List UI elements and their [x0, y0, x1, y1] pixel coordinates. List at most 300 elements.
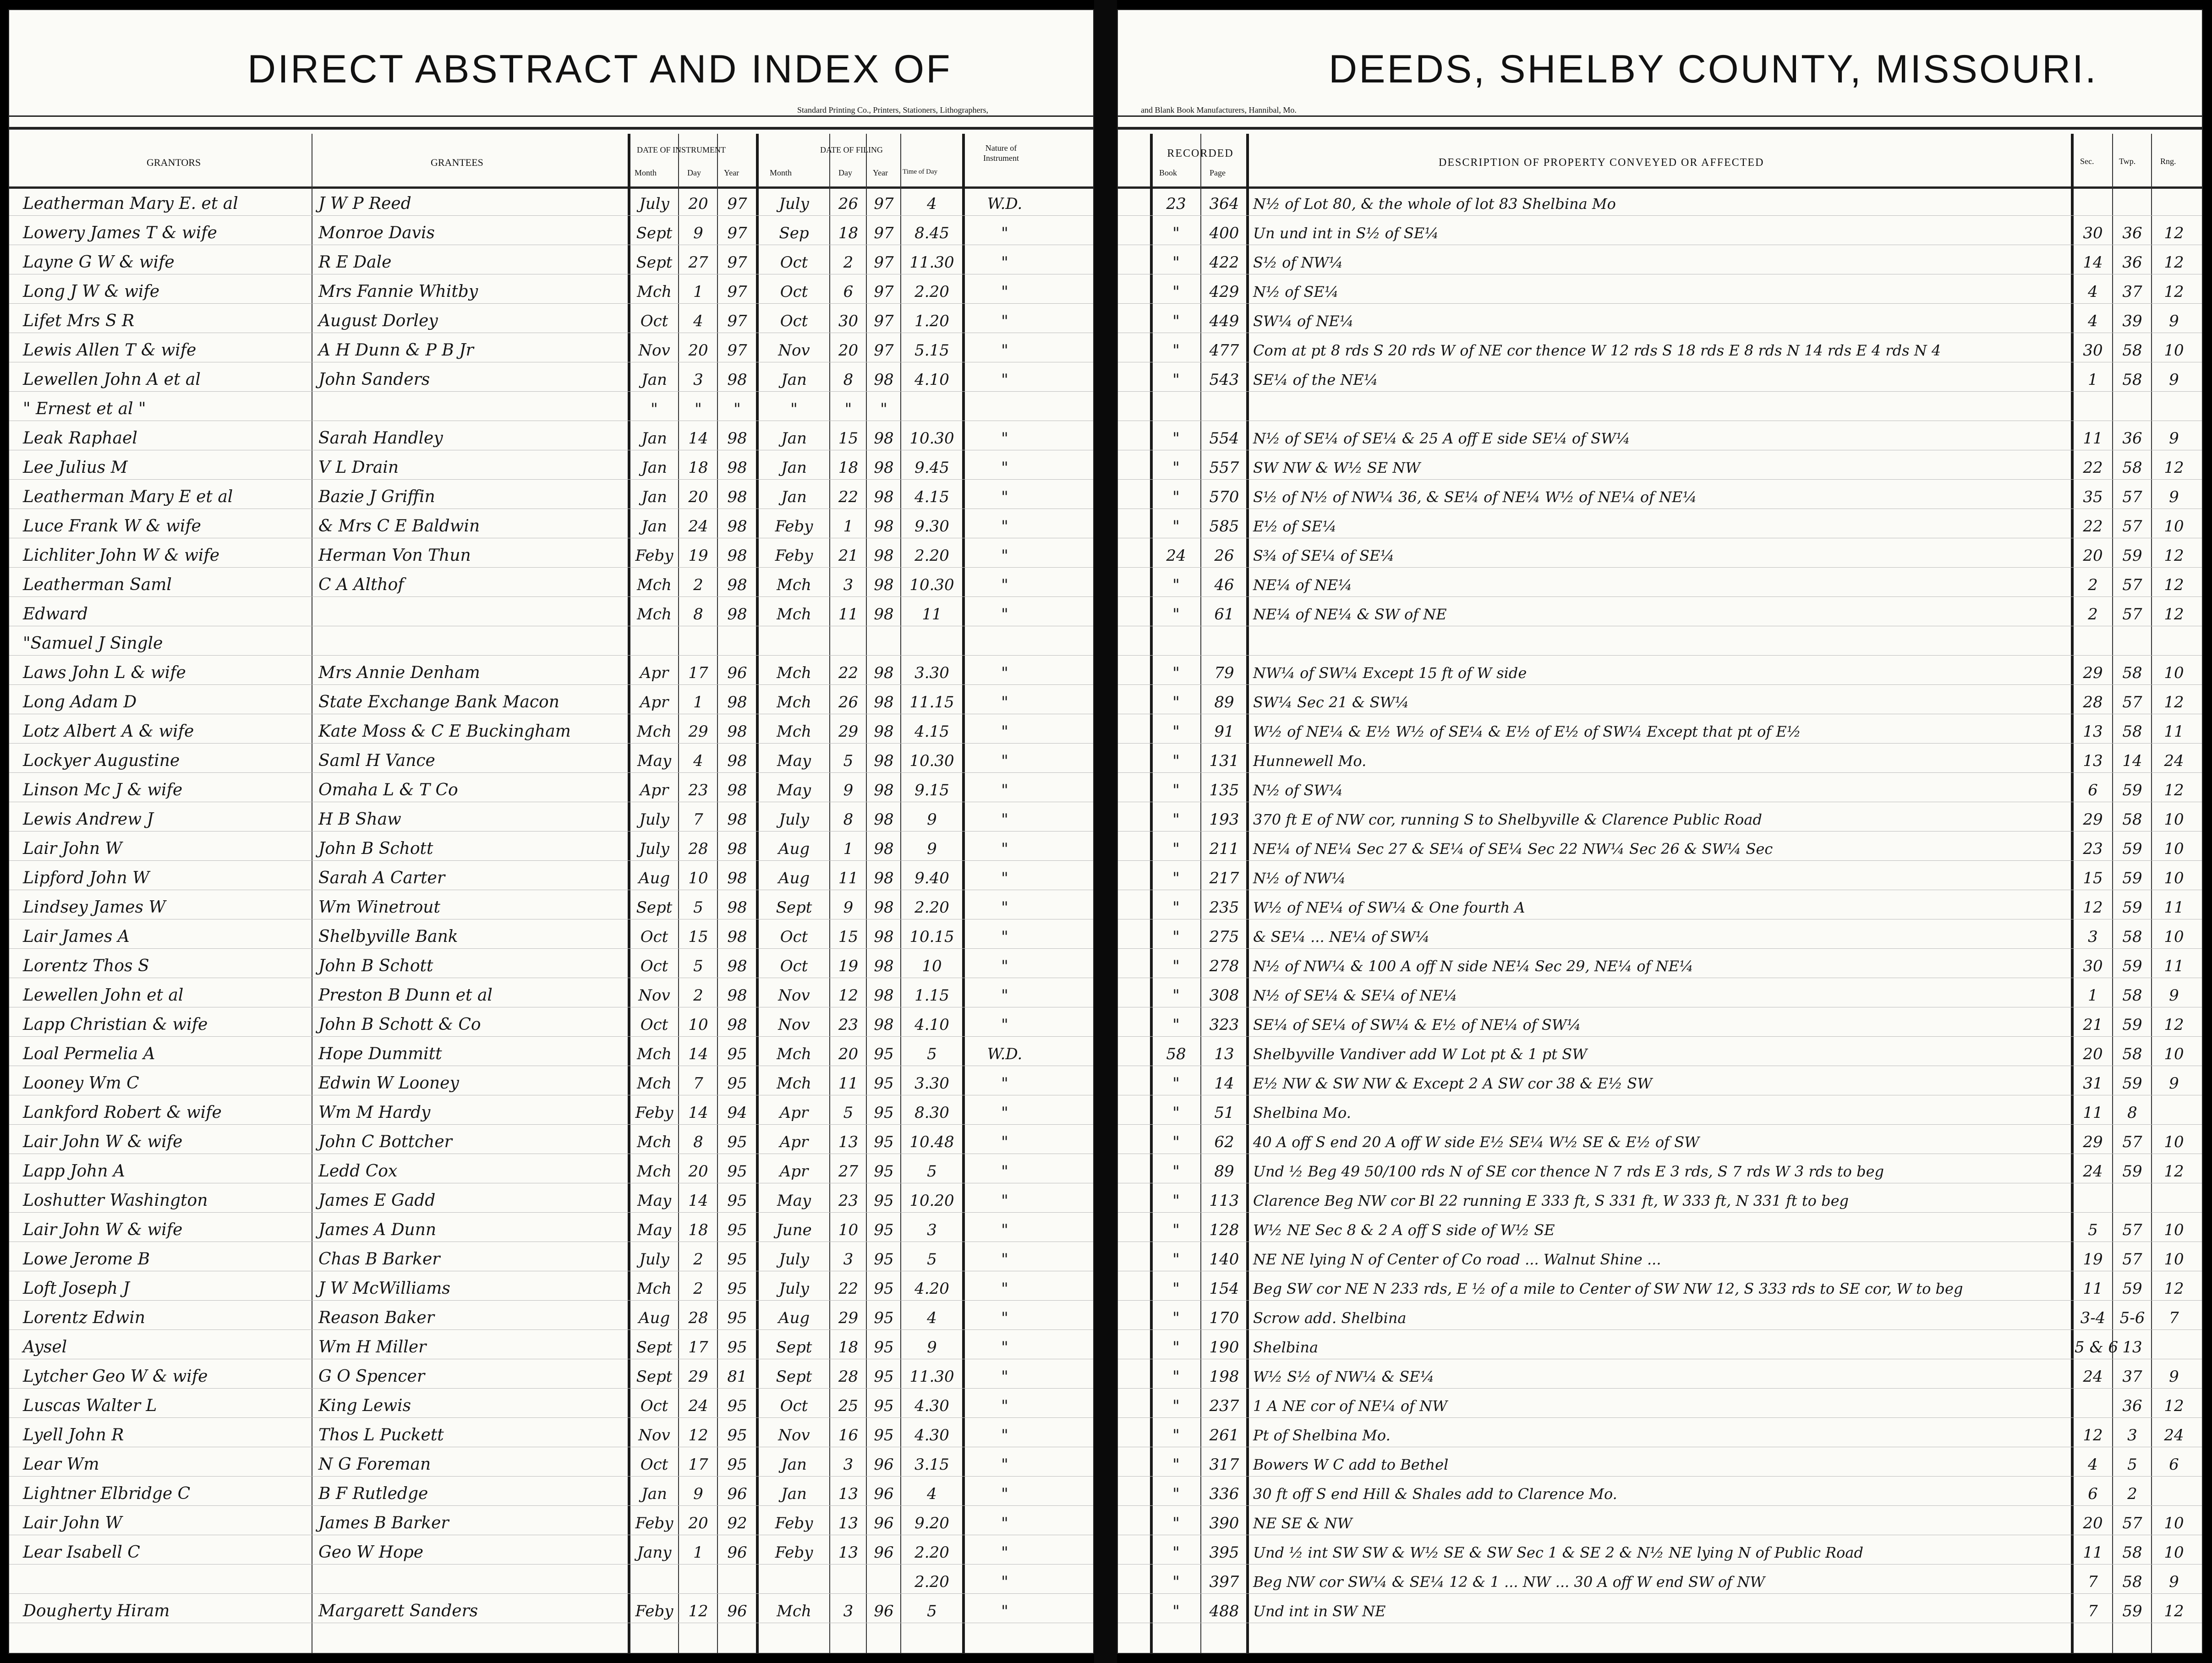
rng-cell: 10	[2164, 869, 2184, 887]
instrument-day-cell: 7	[693, 810, 703, 829]
ledger-row	[9, 924, 1093, 949]
instrument-year-cell: 98	[727, 605, 747, 624]
twp-cell: 58	[2122, 1045, 2142, 1063]
instrument-year-cell: 97	[727, 341, 747, 360]
filing-day-cell: 3	[843, 1455, 854, 1474]
filing-month-cell: Jan	[781, 371, 807, 389]
instrument-year-cell: 95	[727, 1250, 747, 1269]
time-of-day-cell: 5	[927, 1250, 937, 1269]
sec-cell: 13	[2083, 752, 2103, 770]
filing-year-cell: 95	[874, 1338, 894, 1357]
grantee-cell: King Lewis	[318, 1396, 411, 1415]
sec-cell: 3-4	[2080, 1309, 2106, 1327]
filing-month-cell: Aug	[778, 840, 810, 858]
instrument-month-cell: Nov	[638, 986, 670, 1005]
filing-year-cell: 97	[874, 283, 894, 301]
filing-month-cell: Sep	[779, 224, 809, 242]
nature-cell: "	[1001, 1368, 1008, 1386]
date-of-filing-header: DATE OF FILING	[820, 145, 883, 154]
filing-day-cell: 25	[838, 1397, 859, 1415]
sec-cell: 15	[2083, 869, 2103, 887]
instrument-day-cell: 9	[693, 1485, 703, 1503]
instrument-year-cell: 98	[727, 752, 747, 770]
ledger-row	[9, 1510, 1093, 1535]
description-cell: Shelbina Mo.	[1253, 1104, 1351, 1121]
nature-cell: "	[1001, 488, 1008, 506]
instrument-day-cell: 29	[688, 722, 708, 741]
book-cell: "	[1172, 1602, 1180, 1620]
instrument-year-cell: 95	[727, 1045, 747, 1063]
book-cell: "	[1172, 283, 1180, 301]
instrument-day-cell: 2	[693, 1280, 703, 1298]
page-cell: 140	[1209, 1250, 1239, 1269]
filing-month-cell: Jan	[781, 1455, 807, 1474]
nature-cell: "	[1001, 810, 1008, 829]
filing-month-cell: Oct	[780, 1397, 808, 1415]
filing-month-cell: July	[779, 195, 809, 213]
ledger-row	[1118, 719, 2202, 744]
instrument-year-cell: 95	[727, 1074, 747, 1093]
ledger-row	[1118, 1188, 2202, 1213]
rng-cell: 10	[2164, 1250, 2184, 1269]
instrument-day-cell: 19	[688, 547, 708, 565]
grantor-cell: Lair John W	[23, 1514, 122, 1532]
description-cell: NE¼ of NE¼ Sec 27 & SE¼ of SE¼ Sec 22 NW¼ Sec 26 & SW¼ Sec	[1253, 840, 1773, 858]
instrument-year-cell: 98	[727, 810, 747, 829]
filing-month-cell: Mch	[777, 576, 811, 594]
filing-day-cell: 13	[838, 1543, 859, 1562]
grantee-cell: Wm H Miller	[318, 1338, 427, 1357]
twp-cell: 58	[2122, 1543, 2142, 1562]
description-cell: Beg NW cor SW¼ & SE¼ 12 & 1 ... NW ... 30 A off W end SW of NW	[1253, 1573, 1765, 1591]
grantee-cell: James A Dunn	[318, 1220, 437, 1239]
left-page-title: DIRECT ABSTRACT AND INDEX OF	[247, 47, 952, 91]
description-cell: 40 A off S end 20 A off W side E½ SE¼ W½ SE & E½ of SW	[1253, 1133, 1700, 1151]
ledger-row	[9, 396, 1093, 421]
instrument-month-cell: Mch	[637, 605, 672, 624]
nature-cell: "	[1001, 1221, 1008, 1239]
instrument-month-cell: Aug	[638, 869, 670, 887]
twp-cell: 59	[2122, 547, 2142, 565]
grantor-cell: Leatherman Mary E et al	[23, 487, 233, 506]
sec-cell: 22	[2083, 459, 2103, 477]
filing-month-cell: Oct	[780, 283, 808, 301]
grantee-cell: John B Schott	[318, 839, 433, 858]
filing-year-cell: 95	[874, 1280, 894, 1298]
rng-cell: 12	[2164, 283, 2184, 301]
description-cell: W½ NE Sec 8 & 2 A off S side of W½ SE	[1253, 1221, 1555, 1239]
grantee-cell: Kate Moss & C E Buckingham	[318, 722, 571, 741]
ledger-row	[1118, 631, 2202, 656]
time-of-day-cell: 4	[927, 1309, 937, 1327]
instrument-year-cell: 95	[727, 1133, 747, 1151]
book-cell: "	[1172, 1455, 1180, 1474]
instrument-day-cell: "	[695, 400, 702, 418]
grantor-cell: Long Adam D	[23, 693, 137, 711]
filing-day-cell: 23	[838, 1192, 859, 1210]
grantee-cell: Hope Dummitt	[318, 1045, 442, 1063]
ledger-row	[1118, 1540, 2202, 1565]
instrument-year-cell: 98	[727, 781, 747, 799]
page-cell: 278	[1209, 957, 1239, 975]
page-cell: 395	[1209, 1543, 1239, 1562]
ledger-row	[1118, 807, 2202, 832]
nature-cell: "	[1001, 459, 1008, 477]
date-of-instrument-header: DATE OF INSTRUMENT	[637, 145, 726, 154]
grantee-cell: Chas B Barker	[318, 1250, 440, 1269]
grantee-cell: Geo W Hope	[318, 1543, 424, 1562]
page-cell: 193	[1209, 810, 1239, 829]
filing-year-cell: 98	[874, 869, 894, 887]
sec-cell: 28	[2083, 693, 2103, 711]
description-cell: NE¼ of NE¼ & SW of NE	[1253, 606, 1447, 623]
filing-month-cell: Oct	[780, 312, 808, 330]
grantee-cell: & Mrs C E Baldwin	[318, 517, 480, 536]
nature-cell: "	[1001, 312, 1008, 330]
filing-month-cell: June	[776, 1221, 812, 1239]
filing-year-cell: 98	[874, 1016, 894, 1034]
filing-month-cell: Jan	[781, 1485, 807, 1503]
filing-day-cell: 23	[838, 1016, 859, 1034]
instrument-month-cell: Feby	[635, 1602, 673, 1620]
instrument-year-cell: 97	[727, 253, 747, 272]
grantee-cell: Wm Winetrout	[318, 898, 440, 917]
sec-cell: 1	[2088, 371, 2098, 389]
grantee-cell: Omaha L & T Co	[318, 781, 458, 799]
ledger-row	[1118, 1100, 2202, 1125]
ledger-row	[9, 1188, 1093, 1213]
grantee-cell: Edwin W Looney	[318, 1074, 459, 1093]
file-month-header: Month	[770, 168, 792, 177]
instrument-month-cell: Mch	[637, 1045, 672, 1063]
ledger-row	[1118, 308, 2202, 333]
nature-cell: "	[1001, 429, 1008, 448]
sec-cell: 1	[2088, 986, 2098, 1005]
instrument-day-cell: 17	[688, 1338, 708, 1357]
nature-cell: "	[1001, 1192, 1008, 1210]
instrument-year-cell: 98	[727, 429, 747, 448]
instrument-year-cell: 96	[727, 1602, 747, 1620]
description-cell: Pt of Shelbina Mo.	[1253, 1427, 1391, 1444]
filing-year-cell: "	[880, 400, 887, 418]
grantor-cell: Aysel	[23, 1338, 67, 1357]
sec-cell: 24	[2083, 1162, 2103, 1181]
description-cell: N½ of SE¼ & SE¼ of NE¼	[1253, 987, 1457, 1004]
description-cell: Scrow add. Shelbina	[1253, 1309, 1407, 1327]
description-cell: Shelbina	[1253, 1339, 1319, 1356]
rng-cell: 12	[2164, 547, 2184, 565]
sec-cell: 2	[2088, 605, 2098, 624]
book-cell: "	[1172, 312, 1180, 330]
book-gutter	[1094, 0, 1117, 1663]
ledger-row	[1118, 1364, 2202, 1389]
page-cell: 543	[1209, 371, 1239, 389]
instrument-month-cell: Aug	[638, 1309, 670, 1327]
twp-cell: 3	[2127, 1426, 2137, 1444]
rng-cell: 10	[2164, 1133, 2184, 1151]
book-cell: "	[1172, 224, 1180, 242]
ledger-row	[1118, 426, 2202, 450]
rng-cell: 10	[2164, 1543, 2184, 1562]
sec-cell: 4	[2088, 283, 2098, 301]
ledger-row	[1118, 250, 2202, 274]
page-cell: 135	[1209, 781, 1239, 799]
instrument-day-cell: 18	[688, 1221, 708, 1239]
description-cell: Clarence Beg NW cor Bl 22 running E 333 ft, S 331 ft, W 333 ft, N 331 ft to beg	[1253, 1192, 1849, 1209]
book-cell: "	[1172, 898, 1180, 917]
filing-month-cell: May	[777, 752, 811, 770]
instrument-month-cell: Feby	[635, 1514, 673, 1532]
book-cell: "	[1172, 1543, 1180, 1562]
grantee-cell: John C Bottcher	[318, 1132, 452, 1151]
nature-cell: "	[1001, 693, 1008, 711]
sec-cell: 12	[2083, 1426, 2103, 1444]
filing-month-cell: Apr	[779, 1133, 809, 1151]
description-cell: N½ of NW¼ & 100 A off N side NE¼ Sec 29, NE¼ of NE¼	[1253, 957, 1694, 975]
instrument-day-cell: 20	[688, 341, 708, 360]
twp-cell: 5	[2127, 1455, 2137, 1474]
filing-month-cell: Feby	[775, 547, 813, 565]
filing-year-cell: 98	[874, 898, 894, 917]
twp-cell: 57	[2122, 488, 2142, 506]
filing-year-cell: 95	[874, 1368, 894, 1386]
filing-month-cell: Nov	[778, 986, 810, 1005]
page-cell: 235	[1209, 898, 1239, 917]
nature-cell: W.D.	[987, 1045, 1023, 1063]
time-of-day-cell: 4.15	[914, 488, 949, 506]
filing-day-cell: 22	[838, 1280, 859, 1298]
nature-cell: "	[1001, 752, 1008, 770]
instrument-month-cell: Sept	[636, 253, 673, 272]
rng-cell: 9	[2169, 312, 2179, 330]
ledger-row	[9, 1041, 1093, 1066]
grantor-cell: Laws John L & wife	[23, 663, 186, 682]
instrument-month-cell: May	[637, 752, 672, 770]
nature-cell: "	[1001, 1514, 1008, 1532]
ledger-row	[1118, 1598, 2202, 1623]
book-cell: "	[1172, 1573, 1180, 1591]
description-cell: Com at pt 8 rds S 20 rds W of NE cor thence W 12 rds S 18 rds E 8 rds N 14 rds E 4 rds N 4	[1253, 342, 1941, 359]
page-cell: 429	[1209, 283, 1239, 301]
grantor-cell: Lowe Jerome B	[23, 1250, 150, 1269]
filing-day-cell: 22	[838, 664, 859, 682]
instrument-day-cell: 24	[688, 517, 708, 536]
nature-cell: "	[1001, 283, 1008, 301]
instrument-month-cell: Nov	[638, 1426, 670, 1444]
ledger-row	[1118, 396, 2202, 421]
sec-cell: 29	[2083, 810, 2103, 829]
grantor-cell: Lewis Andrew J	[23, 810, 153, 829]
instrument-year-cell: 92	[727, 1514, 747, 1532]
filing-month-cell: Oct	[780, 253, 808, 272]
instrument-year-cell: 95	[727, 1309, 747, 1327]
twp-cell: 58	[2122, 1573, 2142, 1591]
instrument-month-cell: Oct	[640, 312, 668, 330]
filing-year-cell: 96	[874, 1602, 894, 1620]
grantor-cell: Lytcher Geo W & wife	[23, 1367, 208, 1386]
book-cell: "	[1172, 1485, 1180, 1503]
filing-month-cell: Sept	[776, 1368, 812, 1386]
twp-cell: 57	[2122, 576, 2142, 594]
ledger-row	[1118, 367, 2202, 392]
rng-cell: 9	[2169, 429, 2179, 448]
ledger-row	[9, 1305, 1093, 1330]
instrument-year-cell: 98	[727, 722, 747, 741]
description-cell: E½ NW & SW NW & Except 2 A SW cor 38 & E½ SW	[1253, 1075, 1653, 1092]
instrument-year-cell: 95	[727, 1338, 747, 1357]
filing-day-cell: 26	[838, 195, 859, 213]
filing-day-cell: 8	[843, 371, 854, 389]
time-of-day-cell: 2.20	[914, 1543, 949, 1562]
instrument-month-cell: Sept	[636, 898, 673, 917]
page-cell: 275	[1209, 928, 1239, 946]
description-cell: N½ of Lot 80, & the whole of lot 83 Shelbina Mo	[1253, 195, 1616, 213]
ledger-row	[1118, 895, 2202, 919]
page-cell: 61	[1214, 605, 1234, 624]
instrument-month-cell: Jany	[637, 1543, 672, 1562]
description-cell: Un und int in S½ of SE¼	[1253, 224, 1439, 242]
description-cell: S½ of NW¼	[1253, 254, 1343, 271]
instrument-day-cell: 8	[693, 605, 703, 624]
time-of-day-cell: 5	[927, 1162, 937, 1181]
nature-cell: "	[1001, 1602, 1008, 1620]
sec-cell: 31	[2083, 1074, 2103, 1093]
instrument-month-cell: Sept	[636, 1338, 673, 1357]
ledger-row	[9, 191, 1093, 216]
filing-year-cell: 95	[874, 1045, 894, 1063]
instrument-month-cell: Jan	[641, 517, 667, 536]
instrument-year-cell: 97	[727, 224, 747, 242]
filing-day-cell: 5	[843, 752, 854, 770]
ledger-row	[1118, 1452, 2202, 1477]
instrument-month-cell: Oct	[640, 928, 668, 946]
rng-cell: 12	[2164, 1016, 2184, 1034]
ledger-row	[1118, 777, 2202, 802]
twp-cell: 58	[2122, 722, 2142, 741]
time-of-day-cell: 10.30	[909, 752, 954, 770]
description-cell: W½ of NE¼ of SW¼ & One fourth A	[1253, 899, 1525, 916]
grantor-cell: Lewellen John et al	[23, 986, 184, 1005]
nature-cell: "	[1001, 605, 1008, 624]
instrument-year-cell: 97	[727, 312, 747, 330]
twp-cell: 37	[2122, 1368, 2142, 1386]
time-of-day-cell: 10.30	[909, 429, 954, 448]
grantor-cell: Luce Frank W & wife	[23, 517, 201, 536]
filing-month-cell: Nov	[778, 1016, 810, 1034]
sec-cell: 29	[2083, 664, 2103, 682]
rng-cell: 7	[2169, 1309, 2179, 1327]
time-of-day-cell: 3.30	[914, 664, 949, 682]
book-cell: "	[1172, 1397, 1180, 1415]
description-cell: W½ S½ of NW¼ & SE¼	[1253, 1368, 1435, 1385]
page-cell: 422	[1209, 253, 1239, 272]
book-cell: "	[1172, 253, 1180, 272]
ledger-row	[1118, 1510, 2202, 1535]
rng-cell: 10	[2164, 1514, 2184, 1532]
instrument-month-cell: Jan	[641, 1485, 667, 1503]
instrument-day-cell: 2	[693, 576, 703, 594]
ledger-row	[1118, 220, 2202, 245]
page-cell: 91	[1214, 722, 1234, 741]
description-cell: 1 A NE cor of NE¼ of NW	[1253, 1397, 1447, 1415]
rng-cell: 9	[2169, 488, 2179, 506]
instrument-year-cell: 98	[727, 957, 747, 975]
filing-year-cell: 95	[874, 1309, 894, 1327]
time-of-day-cell: 9.30	[914, 517, 949, 536]
description-cell: NE NE lying N of Center of Co road ... Walnut Shine ...	[1253, 1251, 1661, 1268]
grantee-cell: Preston B Dunn et al	[318, 986, 493, 1005]
twp-cell: 58	[2122, 664, 2142, 682]
page-cell: 308	[1209, 986, 1239, 1005]
ledger-row	[1118, 543, 2202, 568]
time-of-day-cell: 11.15	[909, 693, 954, 711]
grantor-cell: Lorentz Edwin	[23, 1308, 145, 1327]
twp-cell: 2	[2127, 1485, 2137, 1503]
ledger-row	[9, 953, 1093, 978]
rng-cell: 9	[2169, 1074, 2179, 1093]
ledger-row	[9, 1569, 1093, 1594]
rng-header: Rng.	[2160, 157, 2176, 166]
header-top-rule	[1118, 115, 2202, 117]
description-cell: S½ of N½ of NW¼ 36, & SE¼ of NE¼ W½ of NE¼ of NE¼	[1253, 488, 1697, 506]
grantor-cell: Lapp John A	[23, 1162, 125, 1181]
filing-day-cell: 3	[843, 1602, 854, 1620]
book-cell: "	[1172, 986, 1180, 1005]
book-header: Book	[1159, 168, 1177, 177]
nature-cell: "	[1001, 781, 1008, 799]
description-cell: N½ of SW¼	[1253, 782, 1343, 799]
book-cell: "	[1172, 1426, 1180, 1444]
filing-month-cell: Feby	[775, 1543, 813, 1562]
instrument-day-cell: 9	[693, 224, 703, 242]
filing-year-cell: 97	[874, 341, 894, 360]
grantee-cell: John B Schott & Co	[318, 1015, 481, 1034]
ledger-row	[9, 1129, 1093, 1154]
page-cell: 131	[1209, 752, 1239, 770]
ledger-row	[9, 1452, 1093, 1477]
book-cell: "	[1172, 781, 1180, 799]
ledger-row	[9, 338, 1093, 362]
nature-cell: "	[1001, 1280, 1008, 1298]
filing-day-cell: 13	[838, 1485, 859, 1503]
time-of-day-cell: 4.30	[914, 1426, 949, 1444]
ledger-row	[9, 572, 1093, 597]
filing-month-cell: Oct	[780, 928, 808, 946]
rng-cell: 10	[2164, 928, 2184, 946]
twp-cell: 58	[2122, 341, 2142, 360]
page-cell: 217	[1209, 869, 1239, 887]
instrument-month-cell: Oct	[640, 957, 668, 975]
filing-month-cell: Aug	[778, 869, 810, 887]
instrument-day-cell: 14	[688, 1104, 708, 1122]
sec-cell: 3	[2088, 928, 2098, 946]
instrument-day-cell: 20	[688, 488, 708, 506]
book-cell: "	[1172, 1368, 1180, 1386]
description-header: DESCRIPTION OF PROPERTY CONVEYED OR AFFECTED	[1439, 157, 1764, 169]
ledger-row	[1118, 191, 2202, 216]
instrument-day-cell: 4	[693, 752, 703, 770]
filing-month-cell: July	[779, 1280, 809, 1298]
grantor-cell: Lorentz Thos S	[23, 957, 149, 975]
ledger-row	[9, 1247, 1093, 1271]
sec-cell: 20	[2083, 1045, 2103, 1063]
twp-cell: 57	[2122, 1250, 2142, 1269]
twp-cell: 59	[2122, 840, 2142, 858]
twp-cell: 57	[2122, 1514, 2142, 1532]
sec-cell: 19	[2083, 1250, 2103, 1269]
time-of-day-cell: 3.30	[914, 1074, 949, 1093]
page-cell: 211	[1209, 840, 1239, 858]
